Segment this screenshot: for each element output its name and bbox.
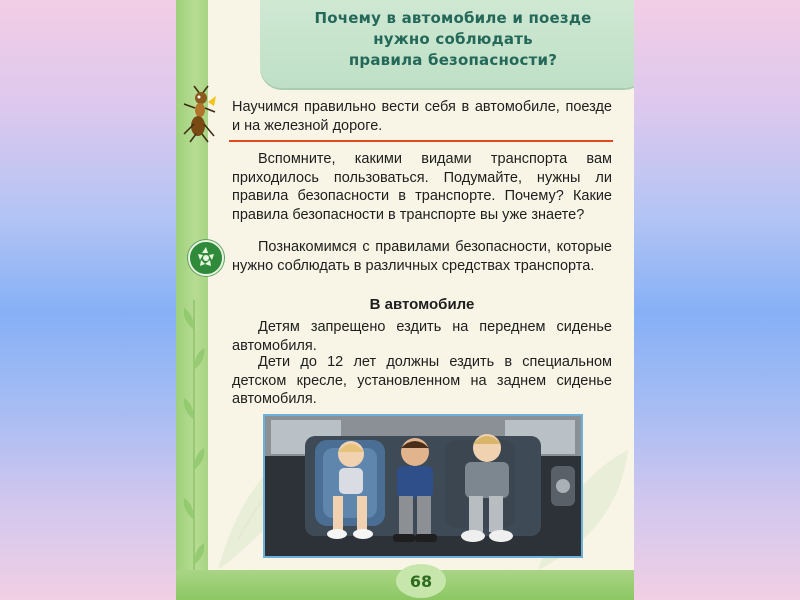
question-text: Вспомните, какими видами транспорта вам приходилось пользоваться. Подумайте, нужны ли правила безопасности в транспорте. Почему? Какие правила безопасности в транспорте вы уже знаете? <box>232 151 612 223</box>
children-in-car-illustration <box>265 416 581 556</box>
page-title-line-1: Почему в автомобиле и поезде <box>314 9 592 27</box>
intro-rules-text: Познакомимся с правилами безопасности, которые нужно соблюдать в различных средствах транспорта. <box>232 239 612 274</box>
rule-child-seat-text: Дети до 12 лет должны ездить в специальном детском кресле, установленном на заднем сиденье автомобиля. <box>232 354 612 407</box>
page-number: 68 <box>409 571 433 591</box>
rule-front-seat-paragraph <box>232 318 612 355</box>
rule-child-seat-paragraph <box>232 353 612 409</box>
page-title <box>260 8 634 71</box>
rule-front-seat-text: Детям запрещено ездить на переднем сиденье автомобиля. <box>232 319 612 354</box>
leaf-decoration-icon <box>180 300 208 590</box>
section-heading: В автомобиле <box>369 296 475 313</box>
green-star-badge-icon <box>188 240 224 276</box>
page-title-line-2: нужно соблюдать <box>373 30 533 48</box>
intro-rules-paragraph <box>232 238 612 275</box>
ant-mascot-icon <box>180 84 218 144</box>
title-banner <box>260 0 634 88</box>
question-paragraph <box>232 150 612 224</box>
orange-divider <box>229 140 613 142</box>
children-in-car-photo <box>263 414 583 558</box>
page-title-line-3: правила безопасности? <box>348 51 558 69</box>
page-number-badge <box>396 564 446 598</box>
lesson-intro: Научимся правильно вести себя в автомобиле, поезде и на железной дороге. <box>232 99 612 134</box>
bottom-strip <box>176 570 634 600</box>
